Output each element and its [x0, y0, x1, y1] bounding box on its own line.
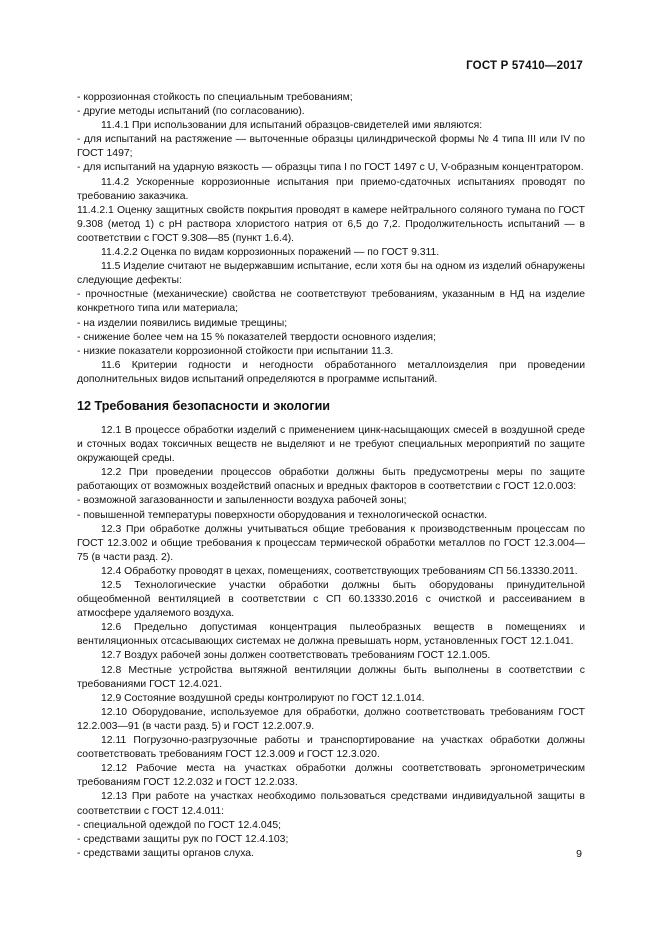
paragraph: - снижение более чем на 15 % показателей твердости основного изделия;	[77, 331, 436, 343]
paragraph: - низкие показатели коррозионной стойкости при испытании 11.3.	[77, 345, 394, 357]
paragraph: 11.6 Критерии годности и негодности обработанного металлоизделия при проведении дополнительных видов испытаний определяются в программе испытаний.	[77, 359, 585, 385]
paragraph: 11.4.2 Ускоренные коррозионные испытания при приемо-сдаточных испытаниях проводят по требованию заказчика.	[77, 176, 585, 202]
paragraph: 11.4.1 При использовании для испытаний образцов-свидетелей ими являются:	[101, 120, 483, 132]
paragraph: 12.11 Погрузочно-разгрузочные работы и транспортирование на участках обработки должны соответствовать требованиям ГОСТ 12.3.009 и ГОСТ 12.3.020.	[77, 735, 585, 761]
paragraph: 12.8 Местные устройства вытяжной вентиляции должны быть выполнены в соответствии с требованиями ГОСТ 12.4.021.	[77, 664, 585, 690]
paragraph: 11.4.2.2 Оценка по видам коррозионных поражений — по ГОСТ 9.311.	[101, 247, 440, 259]
paragraph: - возможной загазованности и запыленности воздуха рабочей зоны;	[77, 495, 407, 507]
paragraph: - прочностные (механические) свойства не соответствуют требованиям, указанным в НД на изделие конкретного типа или материала;	[77, 289, 585, 315]
paragraph: 11.5 Изделие считают не выдержавшим испытание, если хотя бы на одном из изделий обнаружены следующие дефекты:	[77, 261, 585, 287]
paragraph: - коррозионная стойкость по специальным требованиям;	[77, 92, 353, 103]
paragraph: 12.3 При обработке должны учитываться общие требования к производственным процессам по ГОСТ 12.3.002 и общие требования к процессам термической обработки металлов по ГОСТ 12.3.004—75 (в части разд. 2).	[77, 523, 585, 563]
paragraph: 12.7 Воздух рабочей зоны должен соответствовать требованиям ГОСТ 12.1.005.	[101, 650, 491, 662]
paragraph: - специальной одеждой по ГОСТ 12.4.045;	[77, 819, 282, 831]
paragraph: 12.5 Технологические участки обработки должны быть оборудованы принудительной общеобменной вентиляцией в соответствии с СП 60.13330.2016 с очисткой и рассеиванием в атмосфере удаляемого воздуха.	[77, 580, 585, 620]
paragraph: - для испытаний на растяжение — выточенные образцы цилиндрической формы № 4 типа III или IV по ГОСТ 1497;	[77, 134, 585, 160]
paragraph: 12.2 При проведении процессов обработки должны быть предусмотрены меры по защите работающих от возможных воздействий опасных и вредных факторов в соответствии с ГОСТ 12.0.003:	[77, 467, 585, 493]
page-number: 9	[576, 848, 582, 860]
paragraph: - средствами защиты органов слуха.	[77, 847, 254, 859]
section-paragraph-list	[77, 424, 585, 861]
paragraph: - для испытаний на ударную вязкость — образцы типа I по ГОСТ 1497 с U, V-образным концентратором.	[77, 162, 584, 174]
section-heading: 12 Требования безопасности и экологии	[77, 398, 331, 413]
page-body	[77, 91, 585, 861]
paragraph: - средствами защиты рук по ГОСТ 12.4.103;	[77, 833, 289, 845]
paragraph: 12.9 Состояние воздушной среды контролируют по ГОСТ 12.1.014.	[101, 692, 425, 704]
paragraph: - другие методы испытаний (по согласованию).	[77, 106, 305, 118]
paragraph: 12.6 Предельно допустимая концентрация пылеобразных веществ в помещениях и вентиляционных отсасывающих системах не должна превышать норм, установленных ГОСТ 12.1.041.	[77, 622, 585, 648]
paragraph: 12.13 При работе на участках необходимо пользоваться средствами индивидуальной защиты в соответствии с ГОСТ 12.4.011:	[77, 791, 585, 817]
paragraph: 12.1 В процессе обработки изделий с применением цинк-насыщающих смесей в воздушной среде и сточных водах токсичных веществ не выделяют и не требуют специальных мероприятий по защите окружающей среды.	[77, 424, 585, 465]
paragraph: - повышенной температуры поверхности оборудования и технологической оснастки.	[77, 509, 488, 521]
document-code-header: ГОСТ Р 57410—2017	[466, 60, 583, 72]
paragraph-list	[77, 91, 585, 387]
paragraph: 12.12 Рабочие места на участках обработки должны соответствовать эргонометрическим требованиям ГОСТ 12.2.032 и ГОСТ 12.2.033.	[77, 763, 585, 789]
paragraph: 12.10 Оборудование, используемое для обработки, должно соответствовать требованиям ГОСТ 12.2.003—91 (в части разд. 5) и ГОСТ 12.2.007.9.	[77, 706, 585, 732]
paragraph: - на изделии появились видимые трещины;	[77, 317, 288, 329]
paragraph: 11.4.2.1 Оценку защитных свойств покрытия проводят в камере нейтрального соляного тумана по ГОСТ 9.308 (метод 1) с pH раствора хлористого натрия от 6,5 до 7,2. Продолжительность испытаний — в соответствии с ГОСТ 9.308—85 (пункт 1.6.4).	[77, 204, 585, 244]
paragraph: 12.4 Обработку проводят в цехах, помещениях, соответствующих требованиям СП 56.13330.2011.	[101, 565, 578, 577]
